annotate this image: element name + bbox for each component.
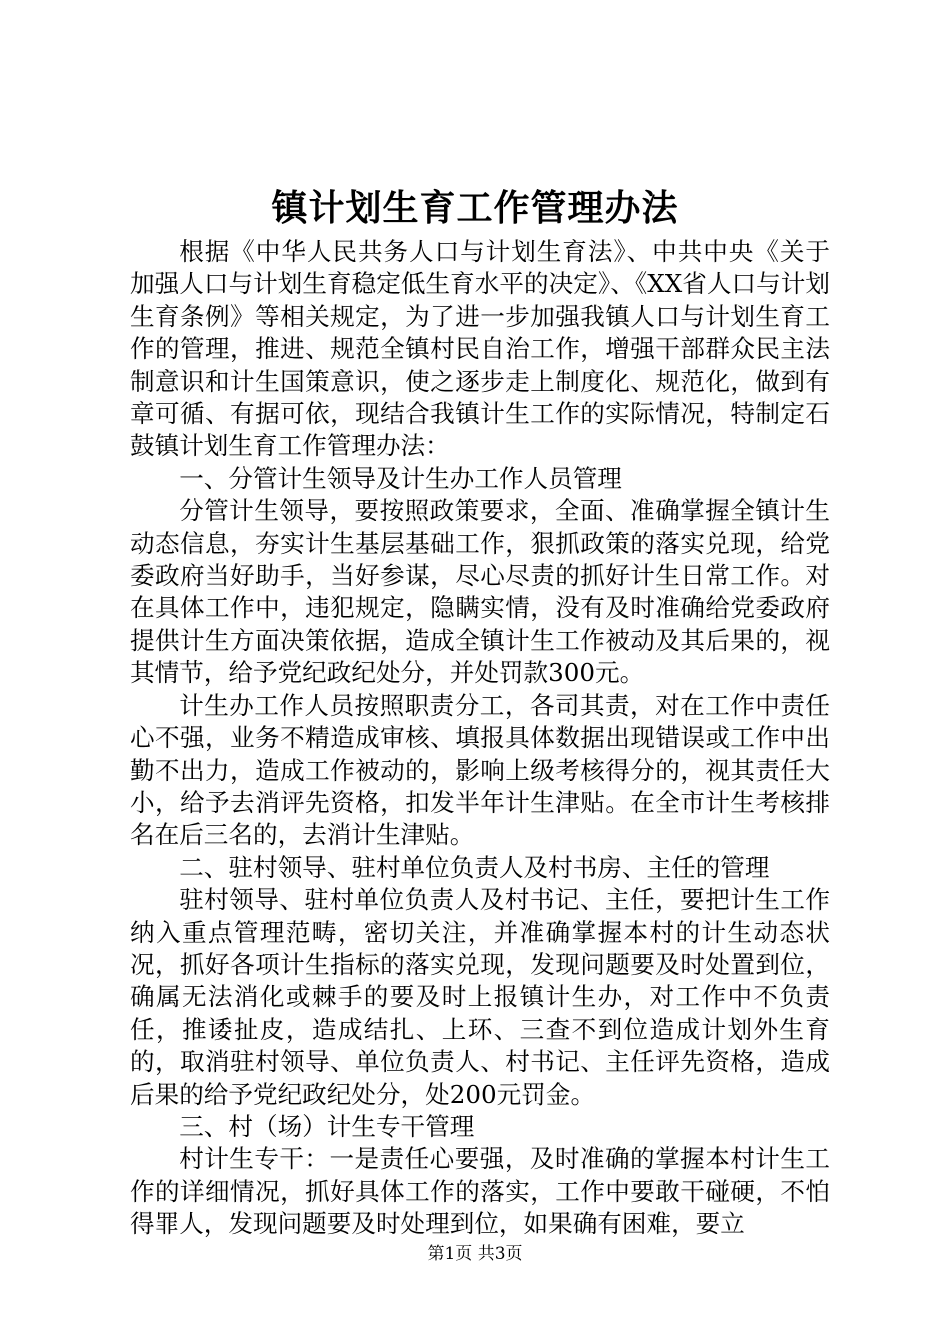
section-2-paragraph-1: 驻村领导、驻村单位负责人及村书记、主任，要把计生工作纳入重点管理范畴，密切关注，并准确掌握本村的计生动态状况，抓好各项计生指标的落实兑现，发现问题要及时处置到位，确属无法消化或棘手的要及时上报镇计生办，对工作中不负责任，推诿扯皮，造成结扎、上环、三查不到位造成计划外生育的，取消驻村领导、单位负责人、村书记、主任评先资格，造成后果的给予党纪政纪处分，处200元罚金。 bbox=[130, 885, 830, 1109]
section-3-paragraph-1: 村计生专干：一是责任心要强，及时准确的掌握本村计生工作的详细情况，抓好具体工作的落实，工作中要敢干碰硬，不怕得罪人，发现问题要及时处理到位，如果确有困难，要立 bbox=[130, 1144, 830, 1239]
document-body bbox=[130, 236, 830, 1241]
section-heading-3: 三、村（场）计生专干管理 bbox=[179, 1111, 475, 1141]
page-number-footer: 第1页 共3页 bbox=[427, 1244, 523, 1264]
section-1-paragraph-2: 计生办工作人员按照职责分工，各司其责，对在工作中责任心不强，业务不精造成审核、填报具体数据出现错误或工作中出勤不出力，造成工作被动的，影响上级考核得分的，视其责任大小，给予去消评先资格，扣发半年计生津贴。在全市计生考核排名在后三名的，去消计生津贴。 bbox=[130, 690, 830, 850]
section-1-paragraph-1: 分管计生领导，要按照政策要求，全面、准确掌握全镇计生动态信息，夯实计生基层基础工作，狠抓政策的落实兑现，给党委政府当好助手，当好参谋，尽心尽责的抓好计生日常工作。对在具体工作中，违犯规定，隐瞒实情，没有及时准确给党委政府提供计生方面决策依据，造成全镇计生工作被动及其后果的，视其情节，给予党纪政纪处分，并处罚款300元。 bbox=[130, 496, 830, 688]
section-heading-1: 一、分管计生领导及计生办工作人员管理 bbox=[179, 463, 622, 493]
document-title: 镇计划生育工作管理办法 bbox=[271, 187, 679, 229]
section-heading-2: 二、驻村领导、驻村单位负责人及村书房、主任的管理 bbox=[179, 852, 770, 882]
intro-paragraph: 根据《中华人民共务人口与计划生育法》、中共中央《关于加强人口与计划生育稳定低生育水平的决定》、《XX省人口与计划生育条例》等相关规定，为了进一步加强我镇人口与计划生育工作的管理，推进、规范全镇村民自治工作，增强干部群众民主法制意识和计生国策意识，使之逐步走上制度化、规范化，做到有章可循、有据可依，现结合我镇计生工作的实际情况，特制定石鼓镇计划生育工作管理办法： bbox=[130, 237, 830, 461]
